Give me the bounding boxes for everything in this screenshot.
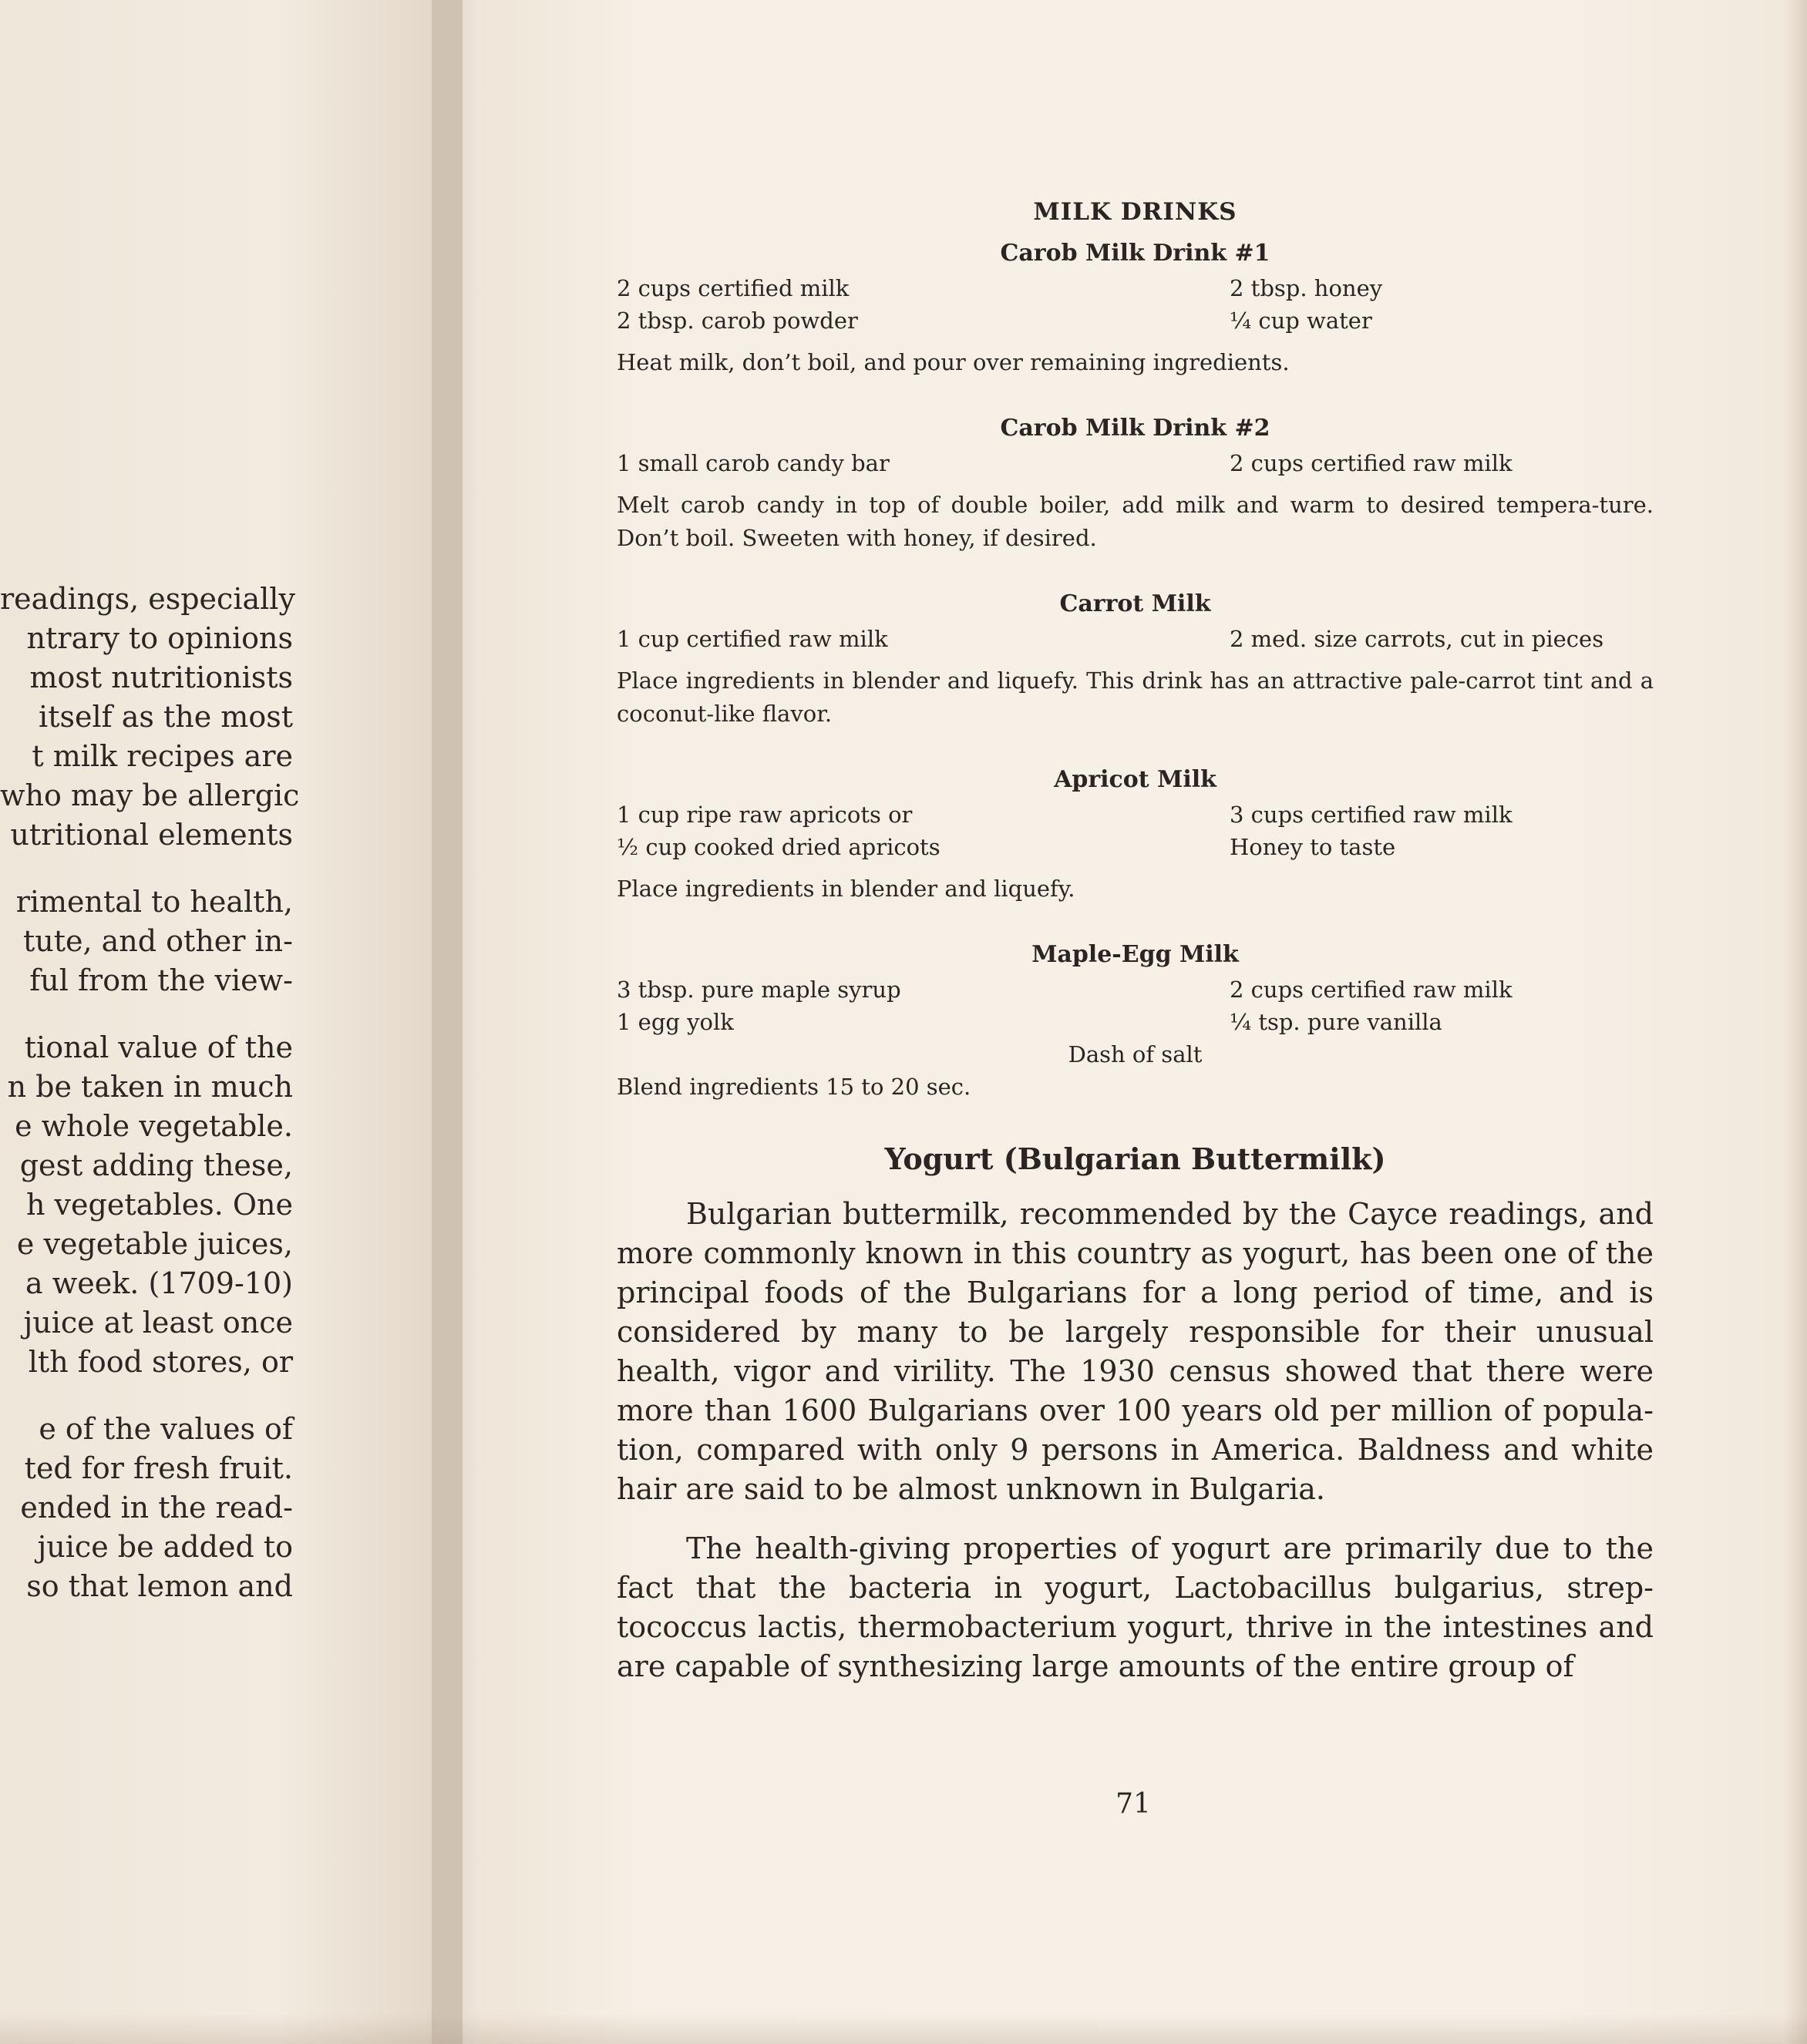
section-title: MILK DRINKS [1033, 198, 1237, 226]
recipe-title: Carob Milk Drink #1 [1000, 240, 1270, 267]
ingredient: ¼ cup water [1230, 308, 1372, 334]
left-text-line: rimental to health, [15, 885, 293, 919]
ingredient-row [617, 447, 1654, 479]
recipe [617, 238, 1654, 379]
left-text-line: readings, especially [0, 582, 295, 616]
ingredient-row [617, 973, 1654, 1006]
recipe-title: Maple-Egg Milk [1031, 941, 1239, 968]
left-text-line: e of the values of [39, 1412, 293, 1446]
left-text-line: gest adding these, [19, 1148, 293, 1182]
recipe [617, 589, 1654, 731]
recipe-title: Apricot Milk [1054, 766, 1216, 793]
ingredient: 2 tbsp. carob powder [617, 308, 858, 334]
ingredient-row [617, 831, 1654, 863]
ingredient: 2 cups certified raw milk [1230, 977, 1513, 1003]
ingredient: 2 cups certified raw milk [1230, 450, 1513, 476]
page-number: 71 [1115, 1788, 1151, 1820]
recipe [617, 940, 1654, 1104]
recipe [617, 413, 1654, 555]
recipe [617, 765, 1654, 906]
left-text-line: tional value of the [24, 1030, 293, 1064]
ingredient: 1 cup ripe raw apricots or [617, 802, 913, 828]
ingredient: ¼ tsp. pure vanilla [1230, 1009, 1442, 1035]
left-page [0, 0, 463, 2044]
recipe-instructions: Heat milk, don’t boil, and pour over remaining ingredients. [617, 349, 1290, 375]
ingredient: 1 egg yolk [617, 1009, 734, 1035]
ingredient: 1 cup certified raw milk [617, 626, 888, 652]
left-text-line: who may be allergic [0, 778, 300, 812]
left-text-line: e vegetable juices, [16, 1227, 293, 1261]
page-shadow [0, 2013, 1807, 2044]
left-text-line: a week. (1709-10) [25, 1266, 293, 1300]
left-text-line: t milk recipes are [32, 739, 293, 773]
yogurt-heading: Yogurt (Bulgarian Buttermilk) [884, 1141, 1386, 1176]
ingredient-row [617, 623, 1654, 655]
paragraph-gap [0, 1382, 293, 1410]
ingredient: 1 small carob candy bar [617, 450, 890, 476]
ingredient-row [617, 272, 1654, 304]
left-text-line: most nutritionists [29, 661, 293, 694]
yogurt-paragraph-1: Bulgarian buttermilk, recommended by the Cayce readings, and more commonly known in this country as yogurt, has been one of the principal foods of the Bulgarians for a long period of time, and is considered by many to be largely responsible for their unusual health, vigor and virility. The 1930 census showed that there were more than 1600 Bulgarians over 100 years old per million of popula-tion, compared with only 9 persons in America. Baldness and white hair are said to be almost unknown in Bulgaria. [617, 1197, 1654, 1506]
paragraph-gap [0, 855, 293, 882]
left-text-line: utritional elements [10, 818, 293, 852]
left-text-line: lth food stores, or [28, 1345, 293, 1379]
ingredient-extra: Dash of salt [1068, 1041, 1203, 1067]
ingredient-row [617, 1006, 1654, 1038]
ingredient: 3 cups certified raw milk [1230, 802, 1513, 828]
ingredient-row [617, 798, 1654, 831]
recipe-instructions: Place ingredients in blender and liquefy. This drink has an attractive pale-carrot tint and a coconut-like flavor. [617, 667, 1654, 727]
ingredient: 2 med. size carrots, cut in pieces [1230, 626, 1604, 652]
left-page-text [0, 580, 300, 1606]
left-text-line: juice at least once [23, 1306, 293, 1340]
left-text-line: ful from the view- [29, 963, 293, 997]
recipe-instructions: Place ingredients in blender and liquefy. [617, 876, 1075, 902]
recipe-title: Carrot Milk [1059, 590, 1211, 617]
left-text-line: n be taken in much [7, 1070, 293, 1104]
left-text-line: itself as the most [39, 700, 293, 734]
left-text-line: ted for fresh fruit. [24, 1451, 293, 1485]
left-text-line: ntrary to opinions [26, 621, 293, 655]
ingredient: 2 cups certified milk [617, 275, 850, 301]
left-text-line: juice be added to [37, 1530, 293, 1564]
page-edge [1784, 0, 1807, 2044]
recipe-instructions: Blend ingredients 15 to 20 sec. [617, 1074, 971, 1100]
left-text-line: ended in the read- [20, 1491, 293, 1525]
recipe-list [617, 238, 1654, 1104]
page-content [617, 197, 1654, 1706]
recipe-title: Carob Milk Drink #2 [1000, 415, 1270, 442]
left-text-line: h vegetables. One [26, 1188, 293, 1222]
left-text-line: tute, and other in- [22, 924, 293, 958]
yogurt-paragraph-2: The health-giving properties of yogurt are primarily due to the fact that the bacteria in yogurt, Lactobacillus bulgarius, strep-tococcus lactis, thermobacterium yogurt, thrive in the intestines and are capable of synthesizing large amounts of the entire group of [617, 1531, 1654, 1683]
recipe-instructions: Melt carob candy in top of double boiler, add milk and warm to desired tempera-ture. Don’t boil. Sweeten with honey, if desired. [617, 492, 1654, 551]
ingredient: 2 tbsp. honey [1230, 275, 1383, 301]
ingredient: ½ cup cooked dried apricots [617, 834, 941, 860]
paragraph-gap [0, 1000, 293, 1028]
ingredient: 3 tbsp. pure maple syrup [617, 977, 901, 1003]
left-text-line: e whole vegetable. [15, 1109, 293, 1143]
ingredient-row [617, 304, 1654, 337]
left-text-line: so that lemon and [26, 1569, 293, 1603]
ingredient: Honey to taste [1230, 834, 1396, 860]
